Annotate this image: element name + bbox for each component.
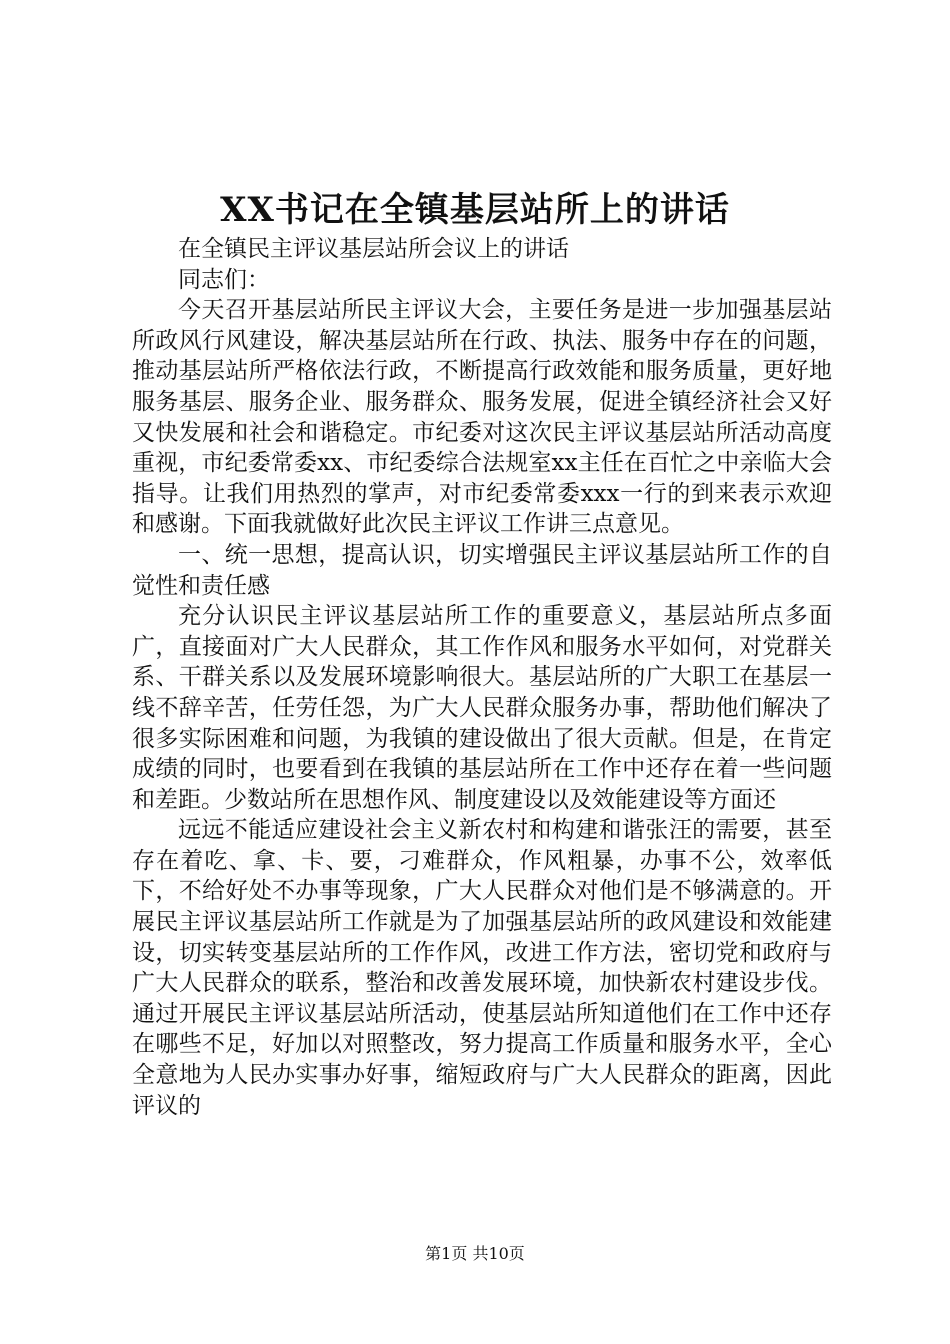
body-paragraph: 今天召开基层站所民主评议大会，主要任务是进一步加强基层站所政风行风建设，解决基层站所在行政、执法、服务中存在的问题，推动基层站所严格依法行政，不断提高行政效能和服务质量，更好地服务基层、服务企业、服务群众、服务发展，促进全镇经济社会又好又快发展和社会和谐稳定。市纪委对这次民主评议基层站所活动高度重视，市纪委常委xx、市纪委综合法规室xx主任在百忙之中亲临大会指导。让我们用热烈的掌声，对市纪委常委xxx一行的到来表示欢迎和感谢。下面我就做好此次民主评议工作讲三点意见。 [132,297,832,538]
document-body [132,234,832,1121]
page-footer: 第1页 共10页 [425,1244,525,1263]
subtitle-paragraph: 在全镇民主评议基层站所会议上的讲话 [178,236,569,262]
body-paragraph: 远远不能适应建设社会主义新农村和构建和谐张汪的需要，甚至存在着吃、拿、卡、要，刁难群众，作风粗暴，办事不公，效率低下，不给好处不办事等现象，广大人民群众对他们是不够满意的。开展民主评议基层站所工作就是为了加强基层站所的政风建设和效能建设，切实转变基层站所的工作作风，改进工作方法，密切党和政府与广大人民群众的联系，整治和改善发展环境，加快新农村建设步伐。通过开展民主评议基层站所活动，使基层站所知道他们在工作中还存在哪些不足，好加以对照整改，努力提高工作质量和服务水平，全心全意地为人民办实事办好事，缩短政府与广大人民群众的距离，因此评议的 [132,817,832,1119]
section-heading: 一、统一思想，提高认识，切实增强民主评议基层站所工作的自觉性和责任感 [132,541,832,599]
body-paragraph: 充分认识民主评议基层站所工作的重要意义，基层站所点多面广，直接面对广大人民群众，其工作作风和服务水平如何，对党群关系、干群关系以及发展环境影响很大。基层站所的广大职工在基层一线不辞辛苦，任劳任怨，为广大人民群众服务办事，帮助他们解决了很多实际困难和问题，为我镇的建设做出了很大贡献。但是，在肯定成绩的同时，也要看到在我镇的基层站所在工作中还存在着一些问题和差距。少数站所在思想作风、制度建设以及效能建设等方面还 [132,603,832,813]
document-title: XX书记在全镇基层站所上的讲话 [220,190,730,230]
salutation-paragraph: 同志们： [178,266,270,293]
